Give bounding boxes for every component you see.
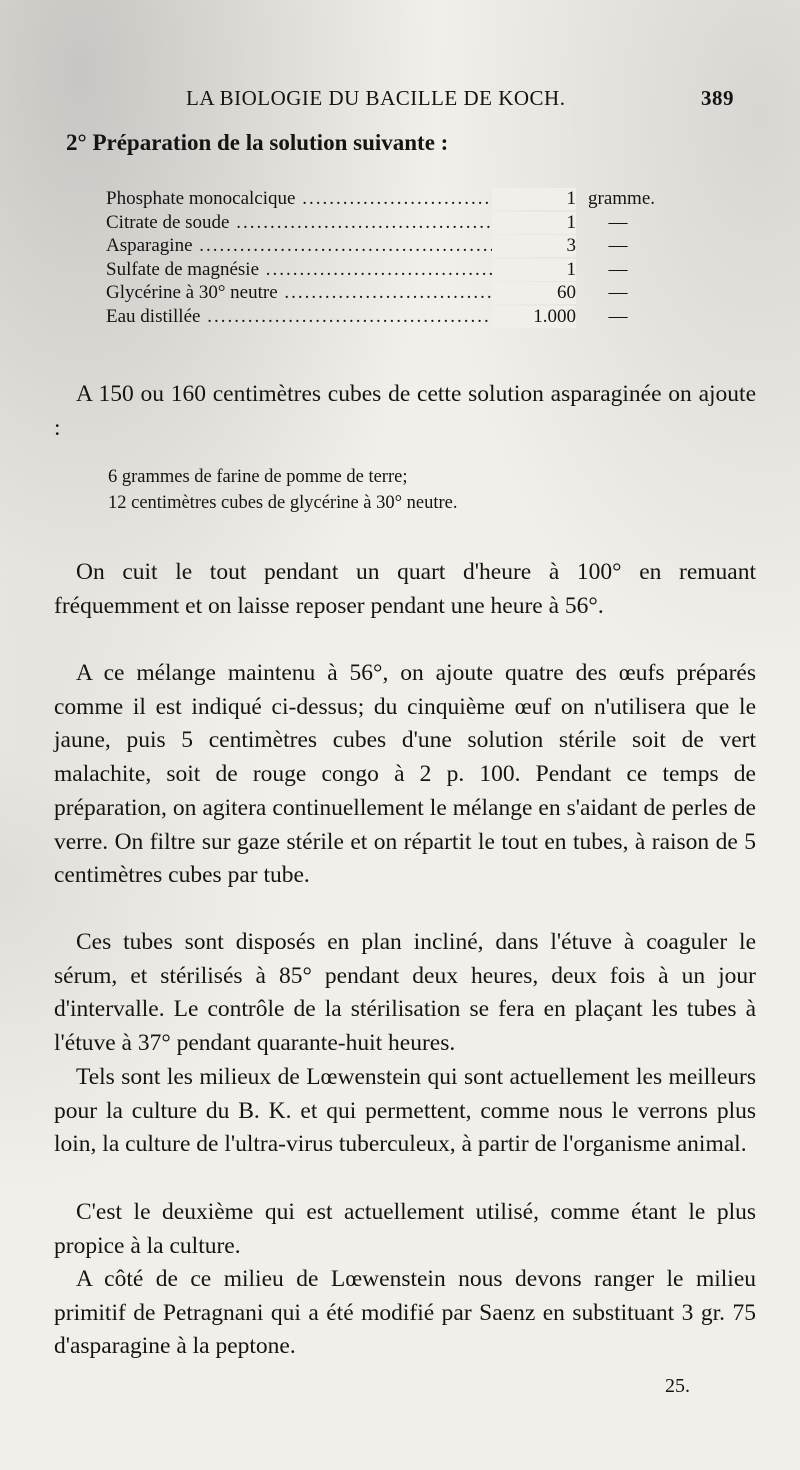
paragraph: A côté de ce milieu de Lœwenstein nous devons ranger le milieu primitif de Petragnani qui a été modifié par Saenz en substituant 3 gr. 75 d'asparagine à la peptone. [54,1266,756,1360]
ingredient-quantity: 3 [492,235,576,257]
paragraph: A 150 ou 160 centimètres cubes de cette solution asparaginée on ajoute : [54,381,756,441]
section-title: 2° Préparation de la solution suivante : [66,130,449,155]
ingredient-name: Asparagine ..... [106,235,492,257]
addition-item: 6 grammes de farine de pomme de terre; [108,467,408,487]
addition-item: 12 centimètres cubes de glycérine à 30° neutre. [108,493,458,513]
ingredient-unit: — [608,258,628,280]
recipe-row [106,188,666,212]
page-number: 389 [701,86,734,110]
recipe-row [106,259,666,283]
signature-mark: 25. [665,1375,690,1397]
ingredient-unit: — [608,211,628,233]
ingredient-unit: gramme. [588,188,656,209]
ingredient-unit: — [608,305,628,327]
paragraph: C'est le deuxième qui est actuellement utilisé, comme étant le plus propice à la culture. [54,1199,756,1259]
ingredient-unit: — [608,235,628,256]
ingredient-quantity: 1.000 [492,306,576,328]
ingredient-quantity: 1 [492,188,576,210]
recipe-row [106,212,666,236]
additions-list [108,464,458,516]
paragraph: A ce mélange maintenu à 56°, on ajoute quatre des œufs préparés comme il est indiqué ci-dessus; du cinquième œuf on n'utilisera que le jaune, puis 5 centimètres cubes d'une solution stérile soit de vert malachite, soit de rouge congo à 2 p. 100. Pendant ce temps de préparation, on agitera continuellement le mélange en s'aidant de perles de verre. On filtre sur gaze stérile et on répartit le tout en tubes, à raison de 5 centimètres cubes par tube. [54,660,756,889]
recipe-row [106,282,666,306]
ingredient-name: Glycérine à 30° neutre ..... [106,282,492,304]
recipe-table [106,188,666,329]
ingredient-quantity: 1 [492,212,576,234]
running-head-title: LA BIOLOGIE DU BACILLE DE KOCH. [186,86,566,110]
ingredient-name: Phosphate monocalcique ..... [106,188,492,210]
recipe-row [106,306,666,330]
paragraph: Ces tubes sont disposés en plan incliné, dans l'étuve à coaguler le sérum, et stérilisés à 85° pendant deux heures, deux fois à un jour d'intervalle. Le contrôle de la stérilisation se fera en plaçant les tubes à l'étuve à 37° pendant quarante-huit heures. [54,929,756,1057]
ingredient-quantity: 1 [492,259,576,281]
ingredient-name: Sulfate de magnésie ..... [106,259,492,281]
recipe-row [106,235,666,259]
ingredient-quantity: 60 [492,282,576,304]
paragraph: On cuit le tout pendant un quart d'heure à 100° en remuant fréquemment et on laisse reposer pendant une heure à 56°. [54,559,756,619]
ingredient-name: Eau distillée ..... [106,306,492,328]
ingredient-unit: — [608,282,628,303]
paragraph: Tels sont les milieux de Lœwenstein qui sont actuellement les meilleurs pour la culture du B. K. et qui permettent, comme nous le verrons plus loin, la culture de l'ultra-virus tuberculeux, à partir de l'organisme animal. [54,1064,756,1158]
ingredient-name: Citrate de soude ..... [106,212,492,234]
running-head [186,86,760,116]
